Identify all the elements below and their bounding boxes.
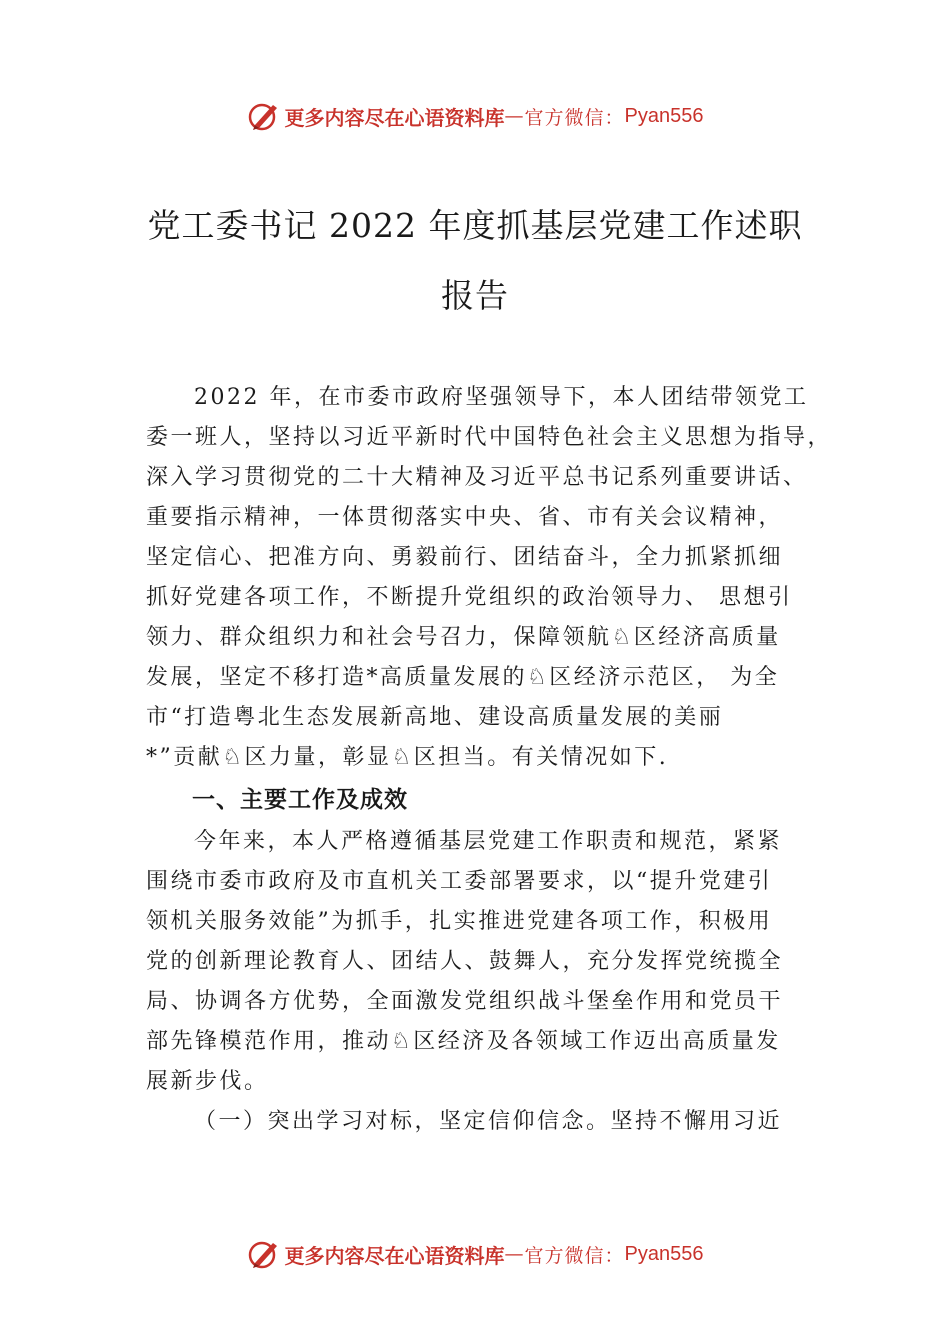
banner-wechat-id: Pyan556	[624, 104, 704, 127]
pen-logo-icon	[247, 1237, 281, 1271]
paragraph-line: 围绕市委市政府及市直机关工委部署要求，以“提升党建引	[146, 869, 773, 894]
banner-slogan: 更多内容尽在心语资料库	[284, 1243, 505, 1268]
banner-wechat-id: Pyan556	[624, 1242, 704, 1265]
section-heading: 一、主要工作及成效	[192, 787, 408, 813]
header-banner	[0, 96, 950, 136]
paragraph-line: 展新步伐。	[146, 1069, 269, 1094]
document-title-line2: 报告	[441, 276, 509, 315]
paragraph-line: 领机关服务效能”为抓手，扎实推进党建各项工作，积极用	[146, 909, 773, 934]
paragraph-line: 深入学习贯彻党的二十大精神及习近平总书记系列重要讲话、	[146, 465, 808, 490]
banner-slogan: 更多内容尽在心语资料库	[284, 105, 505, 130]
paragraph-line: 2022 年，在市委市政府坚强领导下，本人团结带领党工	[194, 385, 809, 410]
paragraph-line: 党的创新理论教育人、团结人、鼓舞人，充分发挥党统揽全	[146, 949, 784, 974]
document-title-line1: 党工委书记 2022 年度抓基层党建工作述职	[147, 206, 803, 245]
paragraph-line: 发展，坚定不移打造*高质量发展的♘区经济示范区， 为全	[146, 665, 780, 690]
subsection-line: （一）突出学习对标，坚定信仰信念。坚持不懈用习近	[194, 1109, 783, 1134]
banner-dash: —	[504, 1243, 525, 1265]
banner-dash: —	[504, 105, 525, 127]
paragraph-line: *”贡献♘区力量，彰显♘区担当。有关情况如下.	[146, 745, 669, 770]
paragraph-line: 市“打造粤北生态发展新高地、建设高质量发展的美丽	[146, 705, 724, 730]
paragraph-line: 重要指示精神，一体贯彻落实中央、省、市有关会议精神，	[146, 505, 784, 530]
footer-banner	[0, 1234, 950, 1274]
banner-wechat-label: 官方微信：	[524, 106, 625, 129]
pen-logo-icon	[247, 99, 281, 133]
paragraph-line: 委一班人，坚持以习近平新时代中国特色社会主义思想为指导，	[146, 425, 833, 450]
banner-wechat-label: 官方微信：	[524, 1244, 625, 1267]
paragraph-line: 部先锋模范作用，推动♘区经济及各领域工作迈出高质量发	[146, 1029, 781, 1054]
paragraph-line: 领力、群众组织力和社会号召力，保障领航♘区经济高质量	[146, 625, 781, 650]
paragraph-line: 局、协调各方优势，全面激发党组织战斗堡垒作用和党员干	[146, 989, 784, 1014]
paragraph-line: 坚定信心、把准方向、勇毅前行、团结奋斗，全力抓紧抓细	[146, 545, 784, 570]
paragraph-line: 抓好党建各项工作，不断提升党组织的政治领导力、 思想引	[146, 585, 793, 610]
paragraph-line: 今年来，本人严格遵循基层党建工作职责和规范，紧紧	[194, 829, 783, 854]
